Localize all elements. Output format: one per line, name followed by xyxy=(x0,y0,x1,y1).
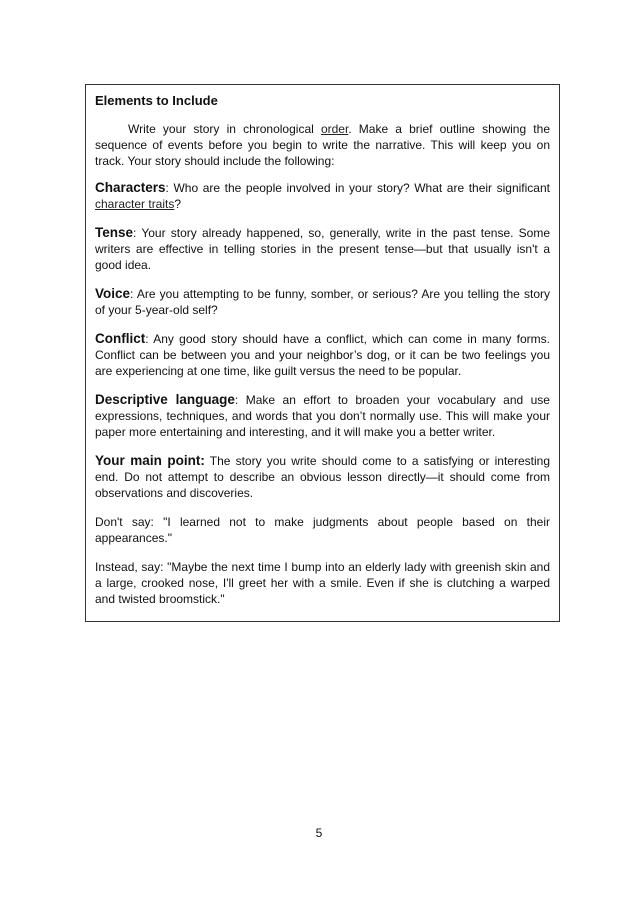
conflict-label: Conflict xyxy=(95,331,146,346)
characters-section xyxy=(95,180,550,212)
conflict-text: : Any good story should have a conflict, which can come in many forms. Conflict can be between you and your neighbor’s dog, or it can be two feelings you are experiencing at one time, like guilt versus the need to be popular. xyxy=(95,332,550,378)
characters-label: Characters xyxy=(95,180,166,195)
voice-label: Voice xyxy=(95,286,131,301)
characters-text-end: ? xyxy=(174,197,182,211)
voice-section xyxy=(95,286,550,318)
tense-label: Tense xyxy=(95,225,134,240)
intro-paragraph xyxy=(95,121,550,169)
tense-section xyxy=(95,225,550,273)
dont-say-paragraph: Don't say: "I learned not to make judgments about people based on their appearances." xyxy=(95,515,550,545)
voice-text: : Are you attempting to be funny, somber, or serious? Are you telling the story of your 5-year-old self? xyxy=(95,287,550,317)
character-traits-link[interactable]: character traits xyxy=(95,197,175,211)
page-number: 5 xyxy=(315,826,323,840)
intro-text-start: Write your story in chronological xyxy=(128,122,321,136)
descriptive-language-section xyxy=(95,392,550,440)
box-title: Elements to Include xyxy=(95,93,218,108)
main-point-section xyxy=(95,453,550,501)
instead-say-paragraph: Instead, say: "Maybe the next time I bump into an elderly lady with greenish skin and a large, crooked nose, I'll greet her with a smile. Even if she is clutching a warped and twisted broomstick." xyxy=(95,560,550,606)
order-link[interactable]: order xyxy=(320,122,349,136)
descriptive-language-text: : Make an effort to broaden your vocabulary and use expressions, techniques, and words that you don’t normally use. This will make your paper more entertaining and interesting, and it will make you a better writer. xyxy=(95,393,550,439)
elements-box xyxy=(85,84,560,622)
intro-text-end: . Make a brief outline showing the sequence of events before you begin to write the narrative. This will keep you on track. Your story should include the following: xyxy=(95,122,550,168)
main-point-label: Your main point: xyxy=(95,453,205,468)
descriptive-language-label: Descriptive language xyxy=(95,392,235,407)
conflict-section xyxy=(95,331,550,379)
characters-text-start: : Who are the people involved in your story? What are their significant xyxy=(165,181,550,195)
tense-text: : Your story already happened, so, generally, write in the past tense. Some writers are effective in telling stories in the present tense—but that usually isn't a good idea. xyxy=(95,226,550,272)
main-point-text: The story you write should come to a satisfying or interesting end. Do not attempt to describe an obvious lesson directly—it should come from observations and discoveries. xyxy=(95,454,550,500)
